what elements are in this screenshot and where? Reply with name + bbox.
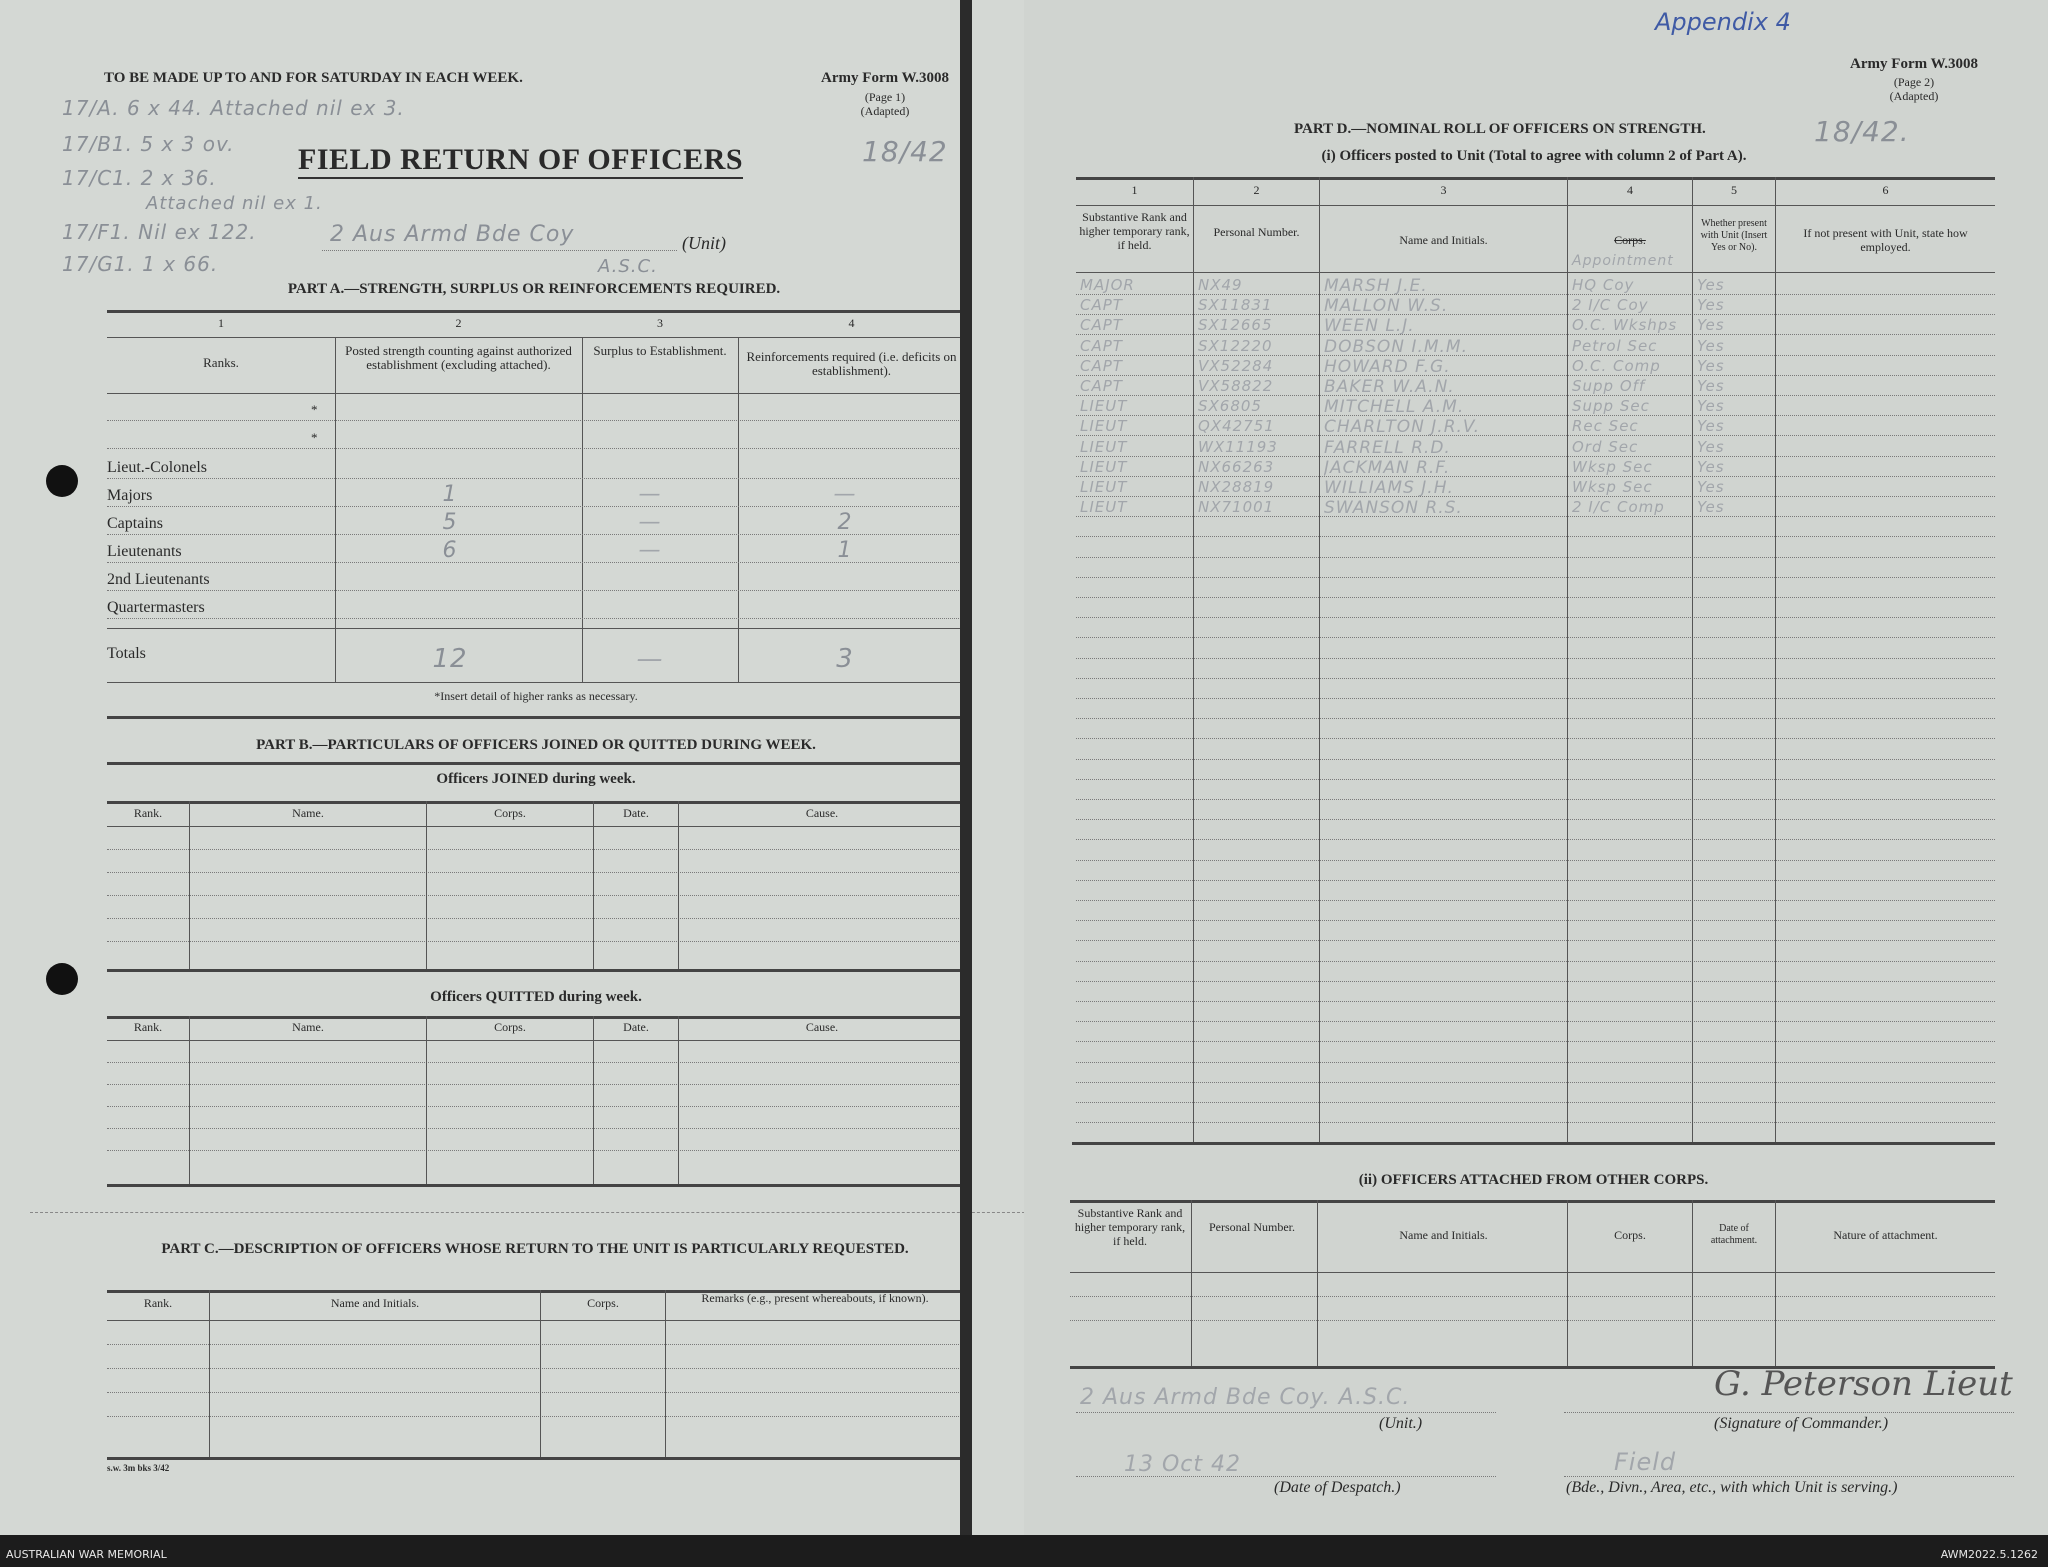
column-header: Rank. [133,806,163,820]
column-number: 5 [1731,183,1737,197]
unit-label: (Unit) [682,233,726,253]
row-line [107,1062,965,1063]
name-cell: FARRELL R.D. [1324,437,1451,458]
cell-value: 1 [442,482,458,507]
col-divider [1567,177,1568,1142]
corps-cell: Rec Sec [1572,417,1639,436]
row-line [107,1150,965,1151]
column-header: Cause. [805,1020,839,1034]
name-cell: CHARLTON J.R.V. [1324,417,1481,438]
row-line [1076,1001,1995,1002]
row-line [1076,557,1995,558]
part-d-heading: PART D.—NOMINAL ROLL OF OFFICERS ON STRENGTH. [1294,121,1706,137]
row-line [1076,617,1995,618]
rank-cell: LIEUT [1080,417,1128,436]
cell-value: — [638,538,662,563]
row-line [1076,294,1995,295]
row-line [107,872,965,873]
rank-cell: LIEUT [1080,498,1128,517]
col-divider [593,1016,594,1184]
total-value: 12 [432,644,468,674]
row-line [1076,536,1995,537]
rank-label: Lieutenants [107,543,182,560]
row-line [1076,1082,1995,1083]
cell-value: — [638,482,662,507]
column-header: Nature of attachment. [1833,1228,1938,1242]
row-line [107,1084,965,1085]
row-line [1076,981,1995,982]
row-line [1076,516,1995,517]
rank-cell: CAPT [1080,296,1123,315]
row-line [1076,597,1995,598]
rule [107,1320,965,1321]
rank-cell: CAPT [1080,316,1123,335]
present-cell: Yes [1697,316,1725,335]
present-cell: Yes [1697,356,1725,375]
rule [107,337,965,338]
rank-cell: LIEUT [1080,397,1128,416]
number-cell: VX52284 [1198,356,1274,375]
rule [107,1016,965,1019]
rank-cell: CAPT [1080,356,1123,375]
row-line [1076,880,1995,881]
number-cell: VX58822 [1198,377,1274,395]
number-cell: SX6805 [1198,397,1262,416]
present-cell: Yes [1697,336,1725,355]
rank-cell: MAJOR [1080,276,1135,294]
row-line [1070,1320,1995,1321]
form-page: (Page 1) [864,90,906,104]
rule [1076,272,1995,273]
cell-value: — [638,510,662,535]
rule [107,801,965,804]
present-cell: Yes [1697,377,1725,395]
present-cell: Yes [1697,276,1725,294]
rule [107,762,965,765]
row-line [1076,678,1995,679]
total-value: 3 [836,644,854,674]
column-header: Surplus to Establishment. [593,343,727,358]
row-line [1076,819,1995,820]
col-divider [1191,1200,1192,1366]
footer-accession: AWM2022.5.1262 [1940,1548,2038,1561]
name-cell: WEEN L.J. [1324,316,1415,337]
number-cell: NX71001 [1198,498,1275,517]
column-header: Reinforcements required (i.e. deficits on establishment). [746,349,957,378]
despatch-label: (Date of Despatch.) [1274,1479,1401,1496]
name-cell: SWANSON R.S. [1324,498,1463,519]
form-page-2 [1024,0,2048,1535]
column-number: 2 [455,316,462,330]
column-number: 6 [1882,183,1889,197]
fold-line [30,1212,1025,1213]
row-line [107,918,965,919]
name-cell: MARSH J.E. [1324,276,1428,296]
rule [1070,1200,1995,1203]
asterisk: * [311,402,318,417]
row-line [107,420,965,421]
row-line [1076,779,1995,780]
row-line [1076,718,1995,719]
handwritten-note: 17/G1. 1 x 66. [62,252,219,276]
rule [107,1184,965,1187]
column-header: Substantive Rank and higher temporary rank, if held. [1074,1206,1186,1248]
column-header: Name and Initials. [330,1296,420,1310]
part-c-heading: PART C.—DESCRIPTION OF OFFICERS WHOSE RETURN TO THE UNIT IS PARTICULARLY REQUESTED. [161,1241,909,1257]
part-a-heading: PART A.—STRENGTH, SURPLUS OR REINFORCEMENTS REQUIRED. [287,281,781,297]
col-divider [1319,177,1320,1142]
row-line [1076,1062,1995,1063]
handwritten-unit: 2 Aus Armd Bde Coy [330,222,575,247]
present-cell: Yes [1697,437,1725,456]
number-cell: SX12665 [1198,316,1273,335]
cell-value: 5 [442,510,458,535]
row-line [1076,1102,1995,1103]
handwritten-note: 17/B1. 5 x 3 ov. [62,132,235,156]
handwritten-reference: 18/42. [1814,115,1910,148]
name-cell: MALLON W.S. [1324,296,1449,317]
row-line [107,590,965,591]
corps-cell: O.C. Wkshps [1572,316,1678,335]
rank-label: Captains [107,515,163,532]
rank-label: Lieut.-Colonels [107,459,207,476]
row-line [1076,355,1995,356]
col-divider [678,1016,679,1184]
punch-hole [46,963,78,995]
row-line [1076,839,1995,840]
quitted-title: Officers QUITTED during week. [430,989,642,1005]
rule [107,716,965,719]
rank-label: 2nd Lieutenants [107,571,210,588]
column-header: If not present with Unit, state how employed. [1803,226,1968,254]
page-title: FIELD RETURN OF OFFICERS [298,143,743,179]
row-line [107,941,965,942]
column-number: 3 [657,316,663,330]
handwritten-note: 17/A. 6 x 44. Attached nil ex 3. [62,96,405,120]
name-cell: JACKMAN R.F. [1324,457,1451,478]
col-divider [1567,1200,1568,1366]
col-divider [678,801,679,969]
number-cell: QX42751 [1198,417,1275,436]
rule [107,682,965,683]
row-line [107,895,965,896]
row-line [107,1128,965,1129]
form-adapted: (Adapted) [1889,89,1939,103]
column-number: 3 [1440,183,1447,197]
corps-cell: 2 I/C Comp [1572,498,1665,517]
row-line [1076,799,1995,800]
column-number: 2 [1253,183,1260,197]
rule [107,393,965,394]
row-line [1076,476,1995,477]
form-adapted: (Adapted) [860,104,910,118]
unit-line [1076,1412,1496,1413]
handwritten-note: 17/C1. 2 x 36. [62,166,217,190]
row-line [1076,1041,1995,1042]
corps-cell: Supp Off [1572,377,1646,395]
section-ii-title: (ii) OFFICERS ATTACHED FROM OTHER CORPS. [1358,1172,1709,1188]
col-divider [1193,177,1194,1142]
signature-line [1564,1412,2014,1413]
number-cell: NX28819 [1198,478,1275,496]
handwritten-date: 13 Oct 42 [1124,1452,1242,1477]
number-cell: NX49 [1198,276,1243,294]
location-line [1564,1476,2014,1477]
column-header: Name and Initials. [1399,233,1488,247]
row-line [107,1106,965,1107]
corps-cell: Supp Sec [1572,397,1650,416]
column-header: Corps. [494,1020,526,1034]
present-cell: Yes [1697,417,1725,436]
form-number: Army Form W.3008 [1850,56,1978,72]
present-cell: Yes [1697,296,1725,315]
rank-cell: LIEUT [1080,478,1128,496]
row-line [1076,334,1995,335]
rank-cell: LIEUT [1080,437,1128,456]
row-line [1076,1122,1995,1123]
row-line [1076,920,1995,921]
col-divider [1775,177,1776,1142]
name-cell: DOBSON I.M.M. [1324,336,1468,357]
col-divider [426,1016,427,1184]
joined-title: Officers JOINED during week. [436,771,636,787]
print-code: s.w. 3m bks 3/42 [107,1463,170,1473]
row-line [1076,940,1995,941]
rule [107,1457,965,1460]
col-divider [582,337,583,682]
rule [107,1040,965,1041]
rule [1070,1272,1995,1273]
row-line [1076,1021,1995,1022]
rank-label: Majors [107,487,153,504]
row-line [1076,415,1995,416]
row-line [107,849,965,850]
col-divider [335,337,336,682]
form-number: Army Form W.3008 [821,70,949,86]
col-divider [426,801,427,969]
column-header: Substantive Rank and higher temporary rank, if held. [1079,210,1190,252]
footnote: *Insert detail of higher ranks as necessary. [434,689,638,703]
rule [107,969,965,972]
column-header: Personal Number. [1213,225,1300,239]
date-line [1076,1476,1496,1477]
rule [1076,177,1995,180]
name-cell: WILLIAMS J.H. [1324,478,1454,498]
handwritten-unit: 2 Aus Armd Bde Coy. A.S.C. [1080,1385,1411,1410]
form-page: (Page 2) [1893,75,1935,89]
row-line [1076,900,1995,901]
column-header: Date of attachment. [1710,1223,1758,1246]
number-cell: SX12220 [1198,336,1273,355]
rule [107,310,965,313]
col-divider [1317,1200,1318,1366]
column-number: 1 [218,316,224,330]
handwritten-location: Field [1614,1448,1677,1476]
corps-cell: Petrol Sec [1572,336,1658,355]
unit-label: (Unit.) [1379,1415,1423,1432]
column-header: Name. [292,806,324,820]
handwritten-appendix: Appendix 4 [1655,8,1791,36]
row-line [1076,961,1995,962]
totals-label: Totals [107,645,146,662]
col-divider [1692,177,1693,1142]
bde-label: (Bde., Divn., Area, etc., with which Unit is serving.) [1566,1479,1898,1496]
rank-cell: LIEUT [1080,457,1128,476]
corps-cell: HQ Coy [1572,276,1635,294]
name-cell: BAKER W.A.N. [1324,377,1455,397]
header-instruction: TO BE MADE UP TO AND FOR SATURDAY IN EACH WEEK. [104,70,523,86]
row-line [107,1344,965,1345]
part-b-heading: PART B.—PARTICULARS OF OFFICERS JOINED OR QUITTED DURING WEEK. [256,737,816,753]
cell-value: — [833,482,857,507]
handwritten-corps-header: Appointment [1572,253,1674,269]
present-cell: Yes [1697,397,1725,416]
footer-source: AUSTRALIAN WAR MEMORIAL [6,1548,167,1561]
rank-label: Quartermasters [107,599,205,616]
row-line [107,448,965,449]
row-line [1076,496,1995,497]
row-line [1076,577,1995,578]
column-header: Name. [292,1020,324,1034]
present-cell: Yes [1697,457,1725,476]
column-header: Remarks (e.g., present whereabouts, if known). [701,1291,929,1305]
punch-hole [46,465,78,497]
column-number: 1 [1131,183,1138,197]
col-divider [189,801,190,969]
row-line [1076,314,1995,315]
column-header: Rank. [143,1296,173,1310]
corps-cell: Wksp Sec [1572,457,1653,476]
row-line [1070,1296,1995,1297]
number-cell: SX11831 [1198,296,1273,315]
row-line [1076,375,1995,376]
corps-cell: O.C. Comp [1572,356,1661,375]
column-header: Corps. [1614,233,1646,247]
column-header: Whether present with Unit (Insert Yes or No). [1700,218,1768,253]
column-header: Corps. [587,1296,619,1310]
signature-label: (Signature of Commander.) [1714,1415,1889,1432]
rule [107,826,965,827]
column-header: Rank. [133,1020,163,1034]
row-line [107,618,965,619]
cell-value: 6 [442,538,458,563]
column-header: Date. [623,806,649,820]
row-line [107,478,965,479]
section-i-title: (i) Officers posted to Unit (Total to agree with column 2 of Part A). [1321,148,1747,164]
row-line [107,1368,965,1369]
handwritten-note: 17/F1. Nil ex 122. [62,220,257,244]
col-divider [209,1290,210,1457]
number-cell: NX66263 [1198,457,1275,476]
rank-cell: CAPT [1080,336,1123,355]
column-header: Corps. [1614,1228,1646,1242]
column-header: Cause. [805,806,839,820]
total-value: — [636,644,664,674]
row-line [1076,435,1995,436]
column-header: Ranks. [203,355,239,370]
row-line [107,1416,965,1417]
handwritten-signature: G. Peterson Lieut [1714,1364,2013,1404]
col-divider [738,337,739,682]
present-cell: Yes [1697,478,1725,496]
name-cell: HOWARD F.G. [1324,356,1451,377]
asterisk: * [311,430,318,445]
row-line [1076,395,1995,396]
row-line [1076,658,1995,659]
rule [107,628,965,629]
row-line [1076,759,1995,760]
row-line [1076,456,1995,457]
rank-cell: CAPT [1080,377,1123,395]
corps-cell: Ord Sec [1572,437,1639,456]
col-divider [1775,1200,1776,1366]
column-number: 4 [1627,183,1633,197]
cell-value: 2 [837,510,853,535]
form-page-1 [0,0,1030,1535]
rule [1076,205,1995,206]
col-divider [665,1290,666,1457]
unit-line [322,250,677,251]
row-line [1076,637,1995,638]
column-header: Date. [623,1020,649,1034]
handwritten-reference: 18/42 [862,135,948,168]
corps-cell: 2 I/C Coy [1572,296,1649,315]
column-header: Posted strength counting against authorized establishment (excluding attached). [345,343,572,372]
number-cell: WX11193 [1198,437,1278,456]
column-header: Name and Initials. [1399,1228,1488,1242]
col-divider [540,1290,541,1457]
row-line [1076,738,1995,739]
rule [1072,1142,1995,1145]
name-cell: MITCHELL A.M. [1324,397,1465,418]
cell-value: 1 [837,538,853,563]
row-line [1076,860,1995,861]
col-divider [1692,1200,1693,1366]
column-number: 4 [848,316,855,330]
row-line [1076,698,1995,699]
handwritten-unit: A.S.C. [598,256,658,277]
present-cell: Yes [1697,498,1725,517]
row-line [107,1392,965,1393]
handwritten-note: Attached nil ex 1. [146,193,323,214]
col-divider [593,801,594,969]
binding-strip [960,0,972,1535]
column-header: Corps. [494,806,526,820]
col-divider [189,1016,190,1184]
corps-cell: Wksp Sec [1572,478,1653,496]
column-header: Personal Number. [1209,1220,1295,1234]
